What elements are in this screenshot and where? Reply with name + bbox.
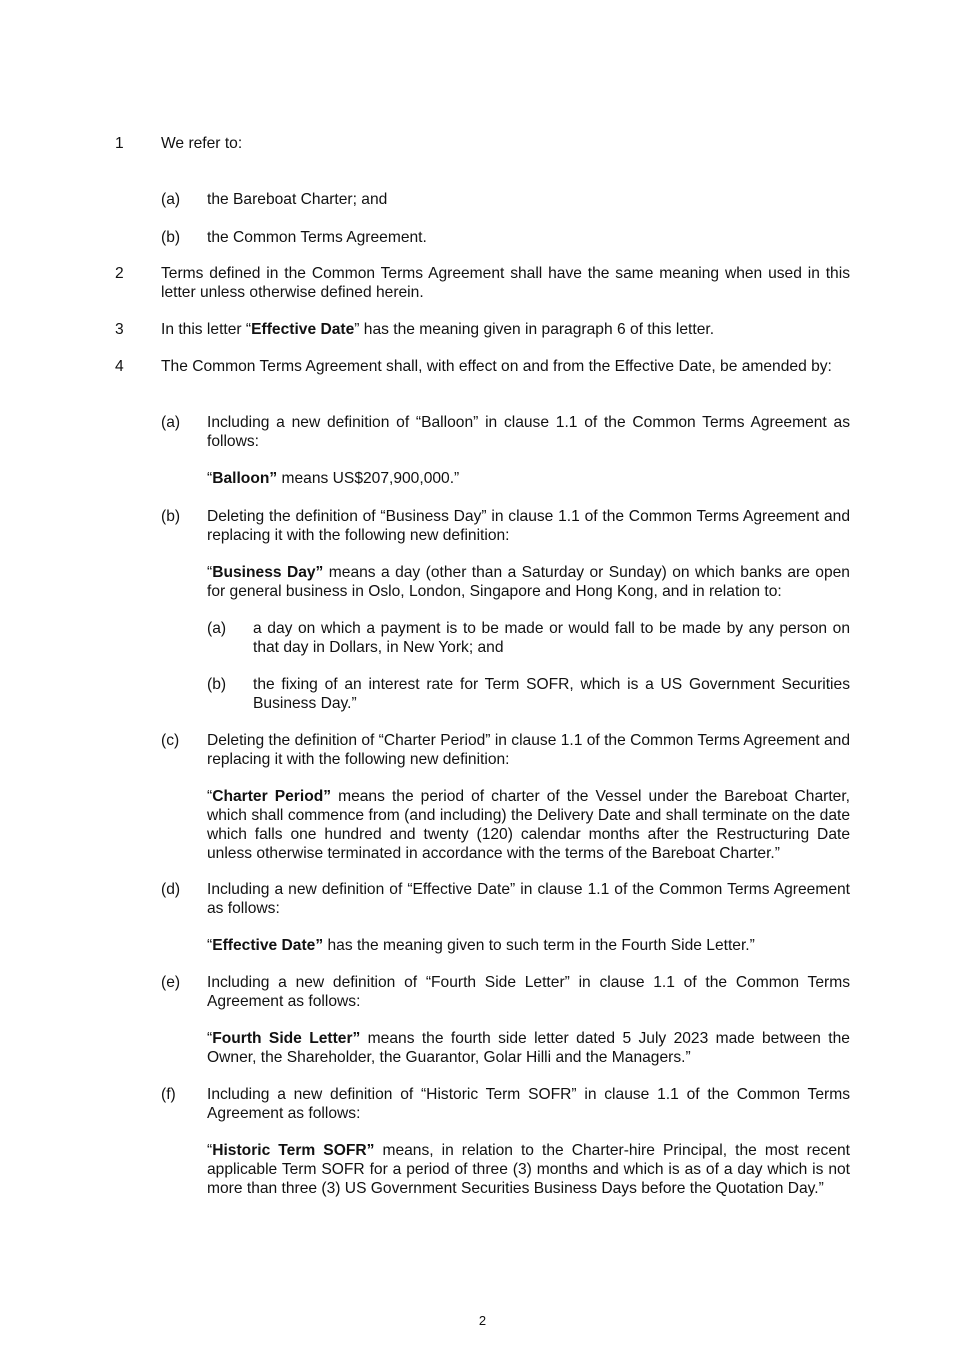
paragraph-3-text: In this letter “Effective Date” has the meaning given in paragraph 6 of this letter. [161, 321, 715, 338]
page-number: 2 [478, 1313, 487, 1328]
paragraph-4-text: The Common Terms Agreement shall, with effect on and from the Effective Date, be amended by: [161, 358, 832, 375]
defined-term: Effective Date [251, 321, 355, 338]
paragraph-4e-text: Including a new definition of “Fourth Side Letter” in clause 1.1 of the Common Terms Agreement as follows: [207, 974, 850, 1010]
paragraph-4c-text: Deleting the definition of “Charter Period” in clause 1.1 of the Common Terms Agreement and replacing it with the following new definition: [207, 732, 850, 768]
paragraph-1a-text: the Bareboat Charter; and [207, 191, 388, 208]
paragraph-4e-label: (e) [161, 974, 181, 991]
definition-charter-period: “Charter Period” means the period of charter of the Vessel under the Bareboat Charter, which shall commence from (and including) the Delivery Date and shall terminate on the date which falls one hundred and twenty (120) calendar months after the Restructuring Date unless otherwise terminated in accordance with the terms of the Bareboat Charter.” [207, 788, 850, 862]
paragraph-2-number: 2 [115, 265, 124, 282]
paragraph-3-number: 3 [115, 321, 124, 338]
paragraph-4a-label: (a) [161, 414, 181, 431]
paragraph-4b-text: Deleting the definition of “Business Day” in clause 1.1 of the Common Terms Agreement and replacing it with the following new definition: [207, 508, 850, 544]
business-day-item-b-label: (b) [207, 676, 227, 693]
paragraph-4-number: 4 [115, 358, 124, 375]
paragraph-1-text: We refer to: [161, 135, 243, 152]
paragraph-1b-label: (b) [161, 229, 181, 246]
definition-fourth-side-letter: “Fourth Side Letter” means the fourth side letter dated 5 July 2023 made between the Owner, the Shareholder, the Guarantor, Golar Hilli and the Managers.” [207, 1030, 850, 1066]
paragraph-4d-label: (d) [161, 881, 181, 898]
paragraph-4a-text: Including a new definition of “Balloon” in clause 1.1 of the Common Terms Agreement as follows: [207, 414, 850, 450]
business-day-item-a-text: a day on which a payment is to be made or would fall to be made by any person on that day in Dollars, in New York; and [253, 620, 850, 656]
paragraph-1b-text: the Common Terms Agreement. [207, 229, 427, 246]
paragraph-2-text: Terms defined in the Common Terms Agreement shall have the same meaning when used in this letter unless otherwise defined herein. [161, 265, 850, 301]
definition-balloon: “Balloon” means US$207,900,000.” [207, 470, 460, 487]
paragraph-4f-text: Including a new definition of “Historic Term SOFR” in clause 1.1 of the Common Terms Agreement as follows: [207, 1086, 850, 1122]
paragraph-4b-label: (b) [161, 508, 181, 525]
business-day-item-a-label: (a) [207, 620, 227, 637]
business-day-item-b-text: the fixing of an interest rate for Term SOFR, which is a US Government Securities Business Day.” [253, 676, 850, 712]
paragraph-4d-text: Including a new definition of “Effective Date” in clause 1.1 of the Common Terms Agreement as follows: [207, 881, 850, 917]
paragraph-1a-label: (a) [161, 191, 181, 208]
paragraph-4c-label: (c) [161, 732, 180, 749]
paragraph-4f-label: (f) [161, 1086, 176, 1103]
definition-historic-term-sofr: “Historic Term SOFR” means, in relation to the Charter-hire Principal, the most recent applicable Term SOFR for a period of three (3) months and which is as of a day which is not more than three (3) US Government Securities Business Days before the Quotation Day.” [207, 1142, 850, 1197]
definition-effective-date: “Effective Date” has the meaning given to such term in the Fourth Side Letter.” [207, 937, 755, 954]
paragraph-1-number: 1 [115, 135, 124, 152]
definition-business-day: “Business Day” means a day (other than a Saturday or Sunday) on which banks are open for general business in Oslo, London, Singapore and Hong Kong, and in relation to: [207, 564, 850, 600]
